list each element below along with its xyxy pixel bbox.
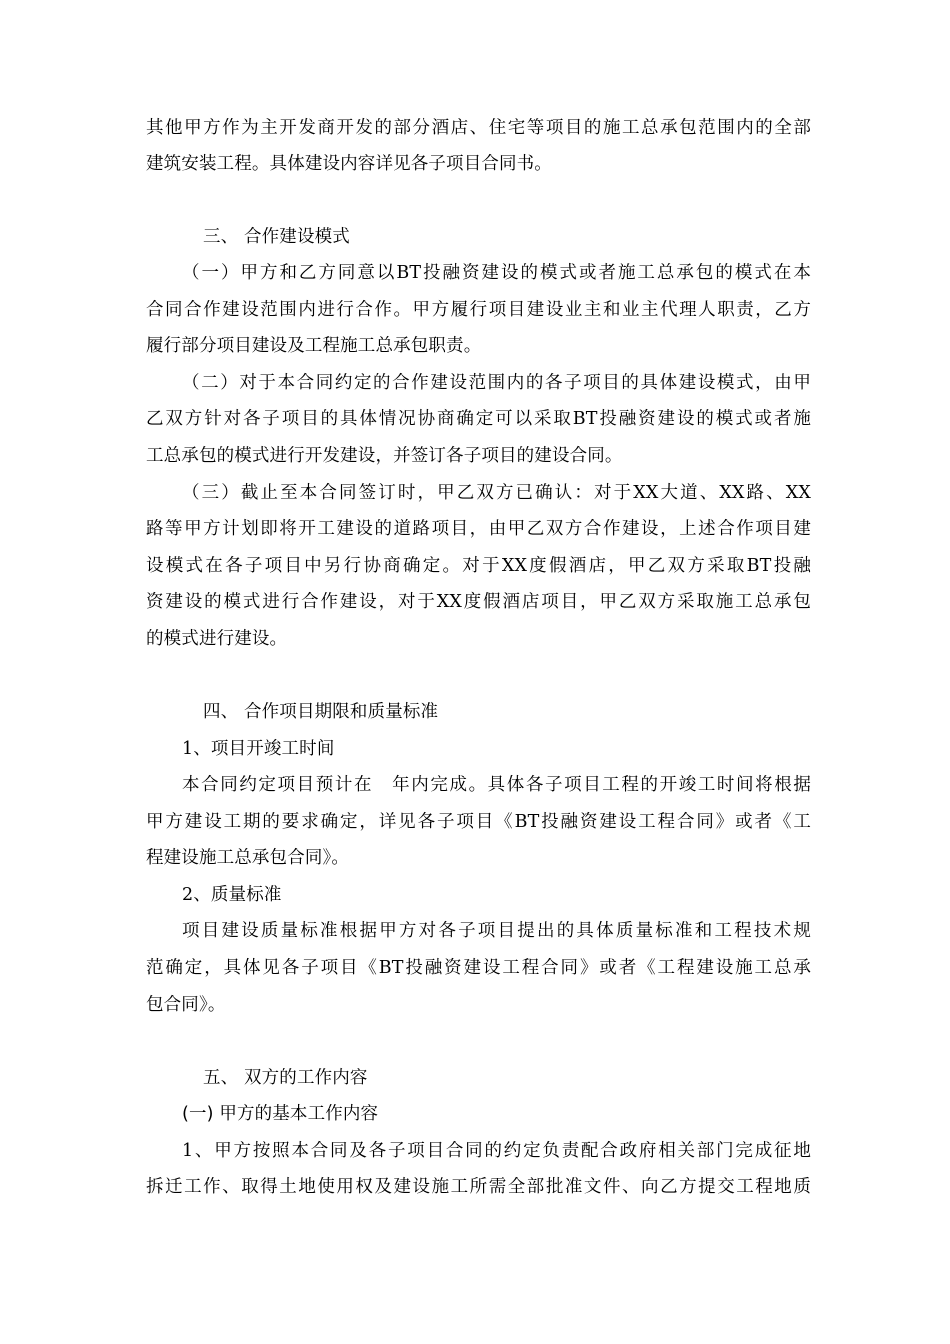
section-heading-5: 五、 双方的工作内容 [203, 1068, 368, 1088]
body-line: 甲方建设工期的要求确定，详见各子项目《BT投融资建设工程合同》或者《工 [146, 812, 811, 832]
subheading-1-part: (一) 甲方的基本工作内容 [182, 1104, 379, 1124]
subheading-2: 2、质量标准 [182, 885, 282, 905]
body-line: 合同合作建设范围内进行合作。甲方履行项目建设业主和业主代理人职责，乙方 [146, 300, 811, 320]
body-line: 的模式进行建设。 [146, 629, 288, 649]
body-line: 1、甲方按照本合同及各子项目合同的约定负责配合政府相关部门完成征地 [182, 1141, 811, 1161]
body-line: 范确定，具体见各子项目《BT投融资建设工程合同》或者《工程建设施工总承 [146, 958, 811, 978]
body-line: 路等甲方计划即将开工建设的道路项目，由甲乙双方合作建设，上述合作项目建 [146, 519, 811, 539]
body-line: （三）截止至本合同签订时，甲乙双方已确认：对于XX大道、XX路、XX [182, 483, 811, 503]
body-line: 拆迁工作、取得土地使用权及建设施工所需全部批准文件、向乙方提交工程地质 [146, 1177, 811, 1197]
section-heading-3: 三、 合作建设模式 [203, 227, 350, 247]
body-line: 其他甲方作为主开发商开发的部分酒店、住宅等项目的施工总承包范围内的全部 [146, 118, 811, 138]
subheading-1: 1、项目开竣工时间 [182, 739, 335, 759]
body-line: 乙双方针对各子项目的具体情况协商确定可以采取BT投融资建设的模式或者施 [146, 409, 811, 429]
body-line: 包合同》。 [146, 995, 226, 1015]
body-line: 程建设施工总承包合同》。 [146, 848, 350, 868]
body-line: 履行部分项目建设及工程施工总承包职责。 [146, 336, 482, 356]
body-line: （二）对于本合同约定的合作建设范围内的各子项目的具体建设模式，由甲 [182, 373, 811, 393]
body-line: （一）甲方和乙方同意以BT投融资建设的模式或者施工总承包的模式在本 [182, 263, 811, 283]
body-line: 资建设的模式进行合作建设，对于XX度假酒店项目，甲乙双方采取施工总承包 [146, 592, 811, 612]
section-heading-4: 四、 合作项目期限和质量标准 [203, 702, 439, 722]
body-line: 本合同约定项目预计在 年内完成。具体各子项目工程的开竣工时间将根据 [182, 775, 811, 795]
body-line: 建筑安装工程。具体建设内容详见各子项目合同书。 [146, 154, 552, 174]
body-line: 设模式在各子项目中另行协商确定。对于XX度假酒店，甲乙双方采取BT投融 [146, 556, 811, 576]
body-line: 工总承包的模式进行开发建设，并签订各子项目的建设合同。 [146, 446, 623, 466]
body-line: 项目建设质量标准根据甲方对各子项目提出的具体质量标准和工程技术规 [182, 921, 811, 941]
